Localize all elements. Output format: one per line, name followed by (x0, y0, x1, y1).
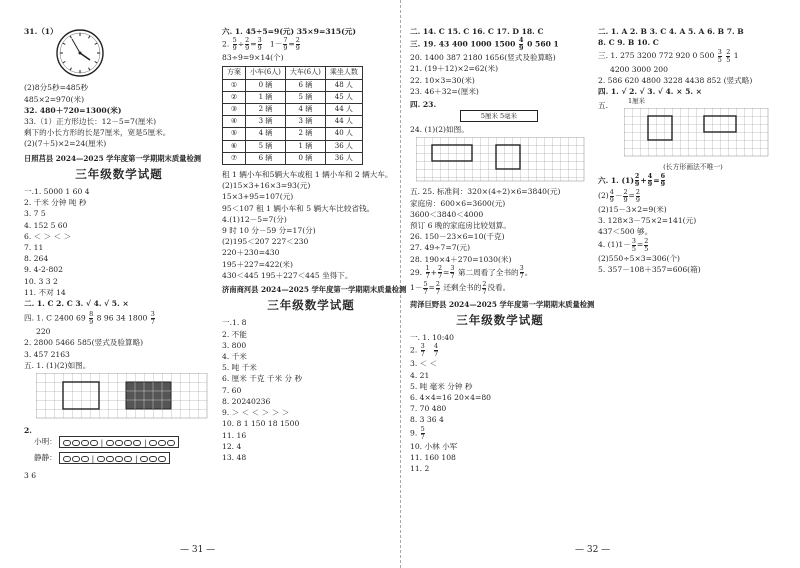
answer-line: 5. 357－108＋357=606(箱) (598, 265, 701, 275)
answer-line: 20. 1400 387 2180 1656(竖式及验算略) (410, 53, 556, 63)
q9-line: 9. $\frac{5}{7}$ (410, 424, 425, 441)
answer-line: 9 时 10 分－59 分=17(分) (222, 226, 316, 236)
answer-line: (2)15×3+16×3=93(元) (222, 181, 311, 191)
answer-line: 二. 1. A 2. B 3. C 4. A 5. A 6. B 7. B (598, 27, 744, 36)
answer-line: 3600＜3840＜4000 (410, 209, 484, 219)
answer-line: 4.(1)12－5=7(分) (222, 214, 287, 224)
answer-line: 11. 160 108 (410, 452, 456, 462)
answer-line: 租 1 辆小车和5辆大车或租 1 辆小车和 2 辆大车。 (222, 170, 393, 180)
answer-line: 10. 小林 小军 (410, 441, 458, 451)
answer-line: 2. 不能 (222, 329, 247, 339)
answer-line: 220＋230=430 (222, 248, 280, 258)
table-row: ⑤ 4 辆 2 辆 40 人 (223, 128, 363, 140)
page-divider (400, 0, 402, 568)
answer-line: 437＜500 够。 (598, 227, 653, 237)
answer-line: 24. (1)(2)如图。 (410, 125, 469, 135)
answer-line: 7. 60 (222, 385, 242, 395)
grid-row (598, 98, 788, 162)
answer-line: (2)195＜207 227＜230 (222, 237, 309, 247)
answer-line: 3. ＜ ＜ (410, 359, 438, 369)
exam-title: 三年级数学试题 (267, 298, 355, 313)
q23-rect (460, 110, 538, 122)
q29-line: 29. $\frac{1}{7}$ + $\frac{2}{7}$ = $\frac{3}{7}$ 第二周看了全书的 $\frac{3}{7}$ 。 (410, 264, 533, 281)
answer-line: 430＜445 195＋227＜445 坐得下。 (222, 270, 353, 280)
xiaoming-label: 小明： (34, 437, 57, 447)
answer-line: 6. 厘米 千克 千米 分 秒 (222, 374, 303, 384)
column-1 (24, 26, 214, 481)
answer-line: 2. 2800 5466 585(竖式及验算略) (24, 338, 144, 348)
answer-line: 五. 25. 标准间：320×(4÷2)×6=3840(元) (410, 187, 561, 197)
answer-line: 8. 20240236 (222, 396, 271, 406)
table-row: ⑦ 6 辆 0 辆 36 人 (223, 152, 363, 164)
q2-beads (24, 425, 214, 436)
answer-line: 四. 1. √ 2. √ 3. √ 4. × 5. × (598, 87, 703, 97)
answer-line: 3 6 (24, 471, 37, 481)
answer-line: 13. 48 (222, 452, 247, 462)
answer-line: 21. (19＋12)×2=62(米) (410, 64, 499, 74)
q4-head: 四. 1. C 2400 69 (24, 313, 86, 323)
table-row: ⑥ 5 辆 1 辆 36 人 (223, 140, 363, 152)
q6b-frac-line: (2) $\frac{4}{9}$ － $\frac{2}{9}$ = $\frac{2}{9}$ (598, 187, 640, 204)
answer-line: 一.1. 5000 1 60 4 (24, 187, 90, 197)
answer-line: 28. 190×4＋270=1030(米) (410, 254, 512, 264)
fraction: $\frac{8}{9}$ (89, 310, 94, 327)
answer-line: 95＜107 租 1 辆小车和 5 辆大车比较省钱。 (222, 203, 375, 213)
jingjing-row (24, 452, 214, 464)
q2-label: 2. (24, 426, 32, 436)
answer-line: 4. 千米 (222, 352, 247, 362)
answer-line: 10. 8 1 150 18 1500 (222, 419, 300, 429)
page-number-right: — 32 — (575, 545, 611, 555)
answer-line: 3. 800 (222, 340, 247, 350)
answer-line: 10. 3 3 2 (24, 276, 58, 286)
beads-xiaoming: | | (59, 436, 179, 448)
q2-frac-line: 2. $\frac{3}{7}$ $\frac{4}{7}$ (410, 342, 439, 359)
answer-line: 8. C 9. B 10. C (598, 38, 659, 48)
table-row: ① 0 辆 6 辆 48 人 (223, 79, 363, 91)
q29b-line: 1－ $\frac{5}{7}$ = $\frac{2}{7}$ 还剩全书的 $\frac{2}{7}$ 没看。 (410, 279, 511, 296)
answer-line: 五. 1. (1)(2)如图。 (24, 360, 91, 370)
answer-line: 5. 吨 千米 (222, 363, 257, 373)
answer-line: 220 (36, 327, 51, 337)
answer-line: 8. 3 36 4 (410, 415, 444, 425)
q3-frac-line: 三. 1. 275 3200 772 920 0 500 $\frac{3}{5}$ $\frac{2}{5}$ 1 (598, 47, 739, 64)
q4-tail: 8 96 34 1800 (96, 313, 148, 323)
answer-line: 12. 4 (222, 441, 242, 451)
q4-frac-line: 4. (1)1－ $\frac{3}{5}$ = $\frac{2}{5}$ (598, 236, 649, 253)
answer-line: 4200 3000 200 (610, 64, 668, 74)
answer-line: 3. 128×3－75×2=141(元) (598, 215, 697, 225)
scale-label: 1厘米 (628, 96, 646, 105)
answer-line: 预订 6 晚的家庭房比较划算。 (410, 221, 511, 231)
rect-label: 5厘米 5毫米 (480, 112, 518, 121)
clock-figure (54, 27, 106, 79)
answer-line: 7. 11 (24, 243, 44, 253)
note-text: (长方形画法不唯一) (663, 162, 723, 171)
xiaoming-row (24, 436, 214, 448)
q19-line: 三. 19. 43 400 1000 1500 $\frac{4}{9}$ 0 560 1 (410, 36, 559, 53)
answer-line: 4. 152 5 60 (24, 220, 68, 230)
table-row: ③ 2 辆 4 辆 44 人 (223, 104, 363, 116)
q31-line: 485×2=970(米) (24, 94, 85, 104)
answer-line: 9. ＞ ＜ ＜ ＞ ＞ ＞ (222, 408, 290, 418)
exam-title: 三年级数学试题 (75, 166, 163, 181)
answer-line: 6. 4×4=16 20×4=80 (410, 393, 492, 403)
answer-line: 11. 16 (222, 430, 247, 440)
q6-frac-line: 六. 1. (1) $\frac{2}{9}$ + $\frac{4}{9}$ = $\frac{6}{9}$ (598, 172, 666, 189)
answer-line: 二. 1. C 2. C 3. √ 4. √ 5. × (24, 299, 129, 309)
q33-line: 33.（1）正方形边长：12－5=7(厘米) (24, 117, 157, 127)
answer-line: 4. 21 (410, 370, 430, 380)
answer-line: 11. 不对 14 (24, 287, 66, 297)
answer-line: 11. 2 (410, 464, 430, 474)
answer-line: 2. 千米 分钟 吨 秒 (24, 198, 87, 208)
answer-line: 15×3+95=107(元) (222, 192, 294, 202)
beads-jingjing: | | (59, 452, 170, 464)
answer-line: 一.1. 8 (222, 318, 247, 328)
answer-line: 22. 10×3=30(米) (410, 75, 475, 85)
answer-line: 83÷9=9×14(个) (222, 53, 284, 63)
answer-line: 26. 150－23×6=10(千克) (410, 232, 505, 242)
exam-header: 济南商河县 2024—2025 学年度第一学期期末质量检测 (222, 285, 407, 295)
answer-line: 27. 49÷7=7(元) (410, 243, 471, 253)
exam-title: 三年级数学试题 (456, 313, 544, 328)
exam-header: 日照莒县 2024—2025 学年度第一学期期末质量检测 (24, 153, 202, 163)
q4-line (24, 311, 214, 326)
table-row: ② 1 辆 5 辆 45 人 (223, 91, 363, 103)
exam-header: 菏泽巨野县 2024—2025 学年度第一学期期末质量检测 (410, 299, 595, 309)
q6-line: 六. 1. 45÷5=9(元) 35×9=315(元) (222, 27, 356, 36)
answer-line: (2)15－3×2=9(米) (598, 204, 667, 214)
answer-line: 3. 7 5 (24, 209, 46, 219)
q2-frac-line: 2. $\frac{5}{9}$ ÷ $\frac{2}{9}$ = $\frac{3}{9}$ 1－ $\frac{7}{9}$ = $\frac{2}{9}$ (222, 36, 300, 53)
grid-figure-q24 (416, 137, 586, 183)
q32: 32. 480＋720=1300(米) (24, 105, 122, 115)
q33-line: (2)(7＋5)×2=24(厘米) (24, 139, 107, 149)
grid-figure-q5 (624, 108, 774, 160)
answer-line: 23. 46＋32=(厘米) (410, 86, 479, 96)
answer-line: 5. 吨 毫米 分钟 秒 (410, 381, 473, 391)
column-4 (598, 26, 788, 275)
column-2 (222, 26, 407, 463)
q23-row: 四. 23. (410, 100, 437, 110)
answer-line: 家庭房：600×6=3600(元) (410, 198, 506, 208)
answer-line: 6. ＜ ＞ ＜ ＞ (24, 231, 72, 241)
answer-line: 9. 4-2-802 (24, 265, 63, 275)
q31-head: 31.（1） (24, 27, 58, 36)
plan-table (222, 66, 363, 165)
page-number-left: — 31 — (180, 545, 216, 555)
jingjing-label: 静静： (34, 453, 57, 463)
section-label: 五. (598, 100, 609, 110)
table-row: ④ 3 辆 3 辆 44 人 (223, 116, 363, 128)
fraction: $\frac{3}{7}$ (150, 310, 155, 327)
answer-line: 7. 70 480 (410, 404, 447, 414)
answer-line: 一. 1. 10:40 (410, 333, 454, 343)
answer-line: 8. 264 (24, 254, 49, 264)
answer-line: (2)550÷5×3=306(个) (598, 253, 681, 263)
answer-line: 2. 586 620 4800 3228 4438 852 (竖式略) (598, 76, 753, 86)
answer-line: 二. 14. C 15. C 16. C 17. D 18. C (410, 27, 544, 36)
grid-figure-rects (36, 373, 216, 421)
answer-line: 195＋227=422(米) (222, 259, 293, 269)
answer-line: 3. 457 2163 (24, 349, 70, 359)
table-header: 方案 小车(6人) 大车(6人) 乘坐人数 (223, 67, 363, 79)
q33-line: 剩下的小长方形的长是7厘米，宽是5厘米。 (24, 128, 171, 138)
column-3 (410, 26, 595, 474)
q31-line: (2)8分5秒=485秒 (24, 83, 89, 93)
q31-lines (24, 82, 214, 104)
